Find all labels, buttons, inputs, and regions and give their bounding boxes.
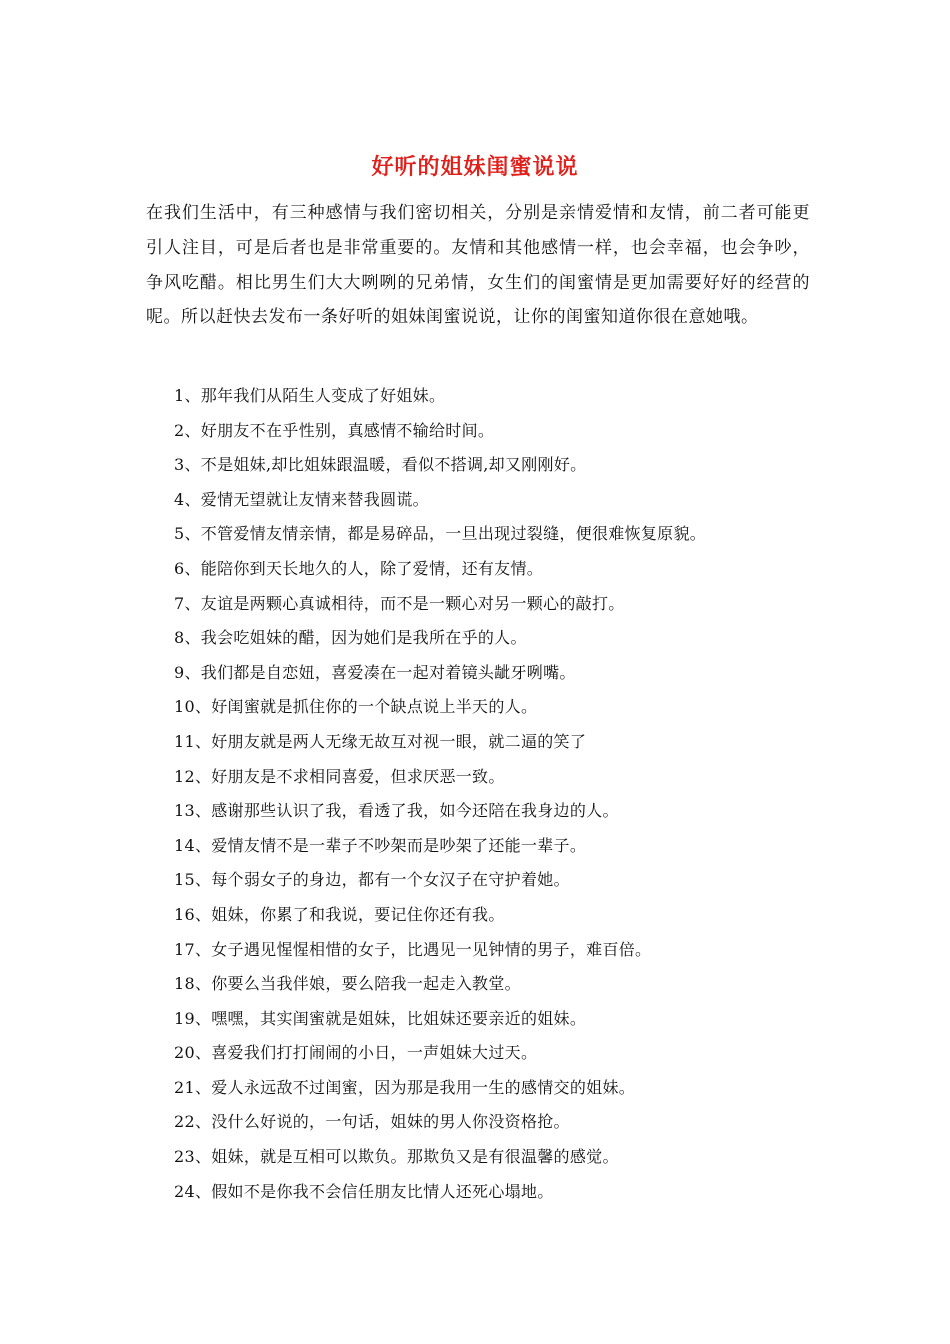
quote-item: 13、感谢那些认识了我，看透了我，如今还陪在我身边的人。 — [174, 801, 619, 821]
quote-list — [174, 379, 824, 1209]
document-title: 好听的姐妹闺蜜说说 — [371, 154, 579, 180]
quote-item: 21、爱人永远敌不过闺蜜，因为那是我用一生的感情交的姐妹。 — [174, 1077, 636, 1097]
quote-item: 24、假如不是你我不会信任朋友比情人还死心塌地。 — [174, 1181, 554, 1201]
intro-paragraph: 在我们生活中，有三种感情与我们密切相关，分别是亲情爱情和友情，前二者可能更引人注目，可是后者也是非常重要的。友情和其他感情一样，也会幸福，也会争吵，争风吃醋。相比男生们大大咧咧的兄弟情，女生们的闺蜜情是更加需要好好的经营的呢。所以赶快去发布一条好听的姐妹闺蜜说说，让你的闺蜜知道你很在意她哦。 — [146, 203, 810, 328]
quote-item: 7、友谊是两颗心真诚相待，而不是一颗心对另一颗心的敲打。 — [174, 593, 625, 613]
quote-item: 20、喜爱我们打打闹闹的小日，一声姐妹大过天。 — [174, 1043, 538, 1063]
quote-item: 23、姐妹，就是互相可以欺负。那欺负又是有很温馨的感觉。 — [174, 1147, 619, 1167]
quote-item: 15、每个弱女子的身边，都有一个女汉子在守护着她。 — [174, 870, 570, 890]
quote-item: 18、你要么当我伴娘，要么陪我一起走入教堂。 — [174, 974, 521, 994]
quote-item: 19、嘿嘿，其实闺蜜就是姐妹，比姐妹还要亲近的姐妹。 — [174, 1008, 587, 1028]
quote-item: 6、能陪你到天长地久的人，除了爱情，还有友情。 — [174, 558, 544, 578]
quote-item: 8、我会吃姐妹的醋，因为她们是我所在乎的人。 — [174, 628, 527, 648]
quote-item: 4、爱情无望就让友情来替我圆谎。 — [174, 489, 429, 509]
quote-item: 3、不是姐妹,却比姐妹跟温暖，看似不搭调,却又刚刚好。 — [174, 455, 587, 475]
quote-item: 22、没什么好说的，一句话，姐妹的男人你没资格抢。 — [174, 1112, 570, 1132]
quote-item: 16、姐妹，你累了和我说，要记住你还有我。 — [174, 904, 505, 924]
quote-item: 14、爱情友情不是一辈子不吵架而是吵架了还能一辈子。 — [174, 835, 587, 855]
quote-item: 10、好闺蜜就是抓住你的一个缺点说上半天的人。 — [174, 697, 538, 717]
quote-item: 5、不管爱情友情亲情，都是易碎品，一旦出现过裂缝，便很难恢复原貌。 — [174, 524, 707, 544]
quote-item: 12、好朋友是不求相同喜爱，但求厌恶一致。 — [174, 766, 505, 786]
quote-item: 9、我们都是自恋妞，喜爱凑在一起对着镜头龇牙咧嘴。 — [174, 662, 576, 682]
quote-item: 11、好朋友就是两人无缘无故互对视一眼，就二逼的笑了 — [174, 731, 587, 751]
quote-item: 17、女子遇见惺惺相惜的女子，比遇见一见钟情的男子，难百倍。 — [174, 939, 652, 959]
quote-item: 1、那年我们从陌生人变成了好姐妹。 — [174, 386, 446, 405]
quote-item: 2、好朋友不在乎性别，真感情不输给时间。 — [174, 420, 495, 440]
